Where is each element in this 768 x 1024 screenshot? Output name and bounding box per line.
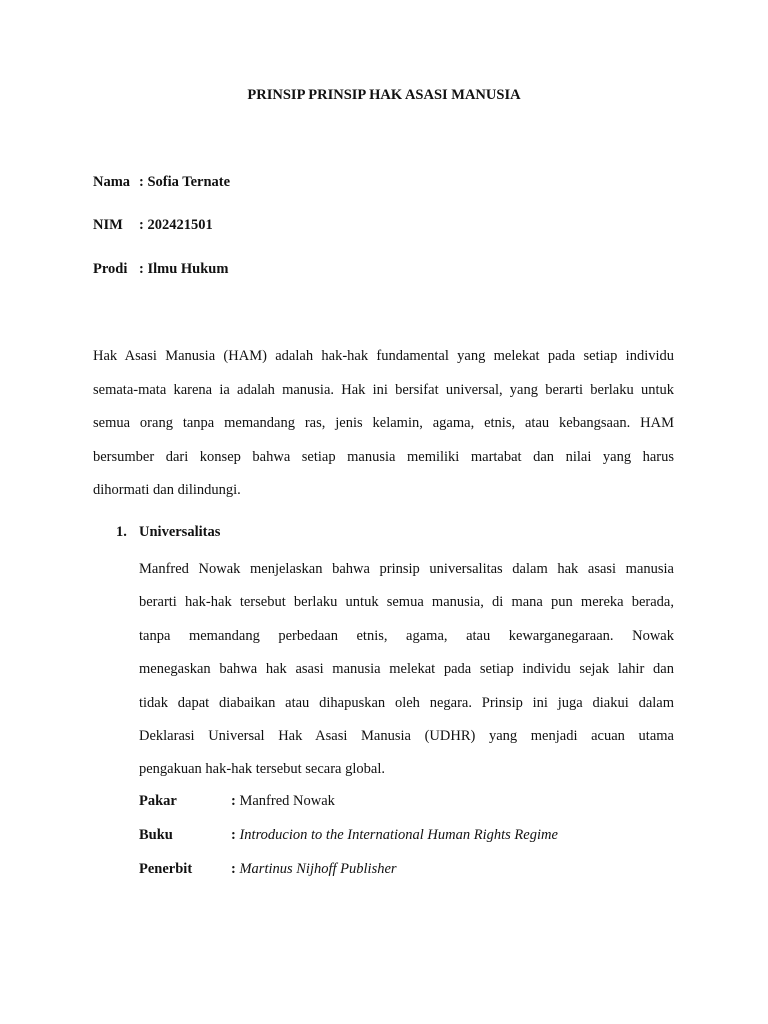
paragraph-line: bersumber dari konsep bahwa setiap manusia memiliki martabat dan nilai yang harus: [93, 448, 674, 465]
ref-row-penerbit: [139, 861, 397, 878]
ref-colon: :: [231, 861, 236, 877]
paragraph-line: tanpa memandang perbedaan etnis, agama, atau kewarganegaraan. Nowak: [139, 627, 674, 644]
paragraph-line: semata-mata karena ia adalah manusia. Hak ini bersifat universal, yang berarti berlaku untuk: [93, 381, 674, 398]
info-label: NIM: [93, 217, 123, 233]
ref-colon: :: [231, 793, 236, 809]
section-paragraph: [139, 553, 674, 787]
paragraph-line: tidak dapat diabaikan atau dihapuskan oleh negara. Prinsip ini juga diakui dalam: [139, 694, 674, 711]
paragraph-line: berarti hak-hak tersebut berlaku untuk semua manusia, di mana pun mereka berada,: [139, 594, 674, 611]
paragraph-line: Hak Asasi Manusia (HAM) adalah hak-hak fundamental yang melekat pada setiap individu: [93, 348, 674, 364]
info-row-nim: [93, 217, 213, 234]
ref-label: Buku: [139, 827, 173, 843]
ref-value: Manfred Nowak: [239, 793, 335, 809]
info-row-name: [93, 174, 230, 191]
paragraph-line: pengakuan hak-hak tersebut secara global.: [139, 761, 385, 778]
ref-colon: :: [231, 827, 236, 843]
info-value: : Sofia Ternate: [139, 174, 231, 190]
section-title: Universalitas: [139, 524, 221, 540]
intro-paragraph: [93, 340, 674, 508]
paragraph-line: Deklarasi Universal Hak Asasi Manusia (UDHR) yang menjadi acuan utama: [139, 727, 674, 744]
paragraph-line: Manfred Nowak menjelaskan bahwa prinsip universalitas dalam hak asasi manusia: [139, 561, 674, 577]
ref-label: Pakar: [139, 793, 177, 809]
section-number: 1.: [116, 524, 127, 540]
document-title: PRINSIP PRINSIP HAK ASASI MANUSIA: [247, 87, 521, 103]
info-label: Nama: [93, 174, 131, 190]
ref-value: Martinus Nijhoff Publisher: [239, 861, 397, 877]
paragraph-line: dihormati dan dilindungi.: [93, 482, 241, 499]
info-value: : 202421501: [139, 217, 213, 233]
info-label: Prodi: [93, 261, 128, 277]
paragraph-line: semua orang tanpa memandang ras, jenis kelamin, agama, etnis, atau kebangsaan. HAM: [93, 415, 674, 432]
ref-row-pakar: [139, 793, 335, 810]
info-row-prodi: [93, 261, 228, 278]
ref-value: Introducion to the International Human Rights Regime: [239, 827, 558, 843]
section-heading: [116, 524, 220, 541]
info-value: : Ilmu Hukum: [139, 261, 229, 277]
ref-row-buku: [139, 827, 558, 844]
paragraph-line: menegaskan bahwa hak asasi manusia melekat pada setiap individu sejak lahir dan: [139, 661, 674, 678]
ref-label: Penerbit: [139, 861, 193, 877]
